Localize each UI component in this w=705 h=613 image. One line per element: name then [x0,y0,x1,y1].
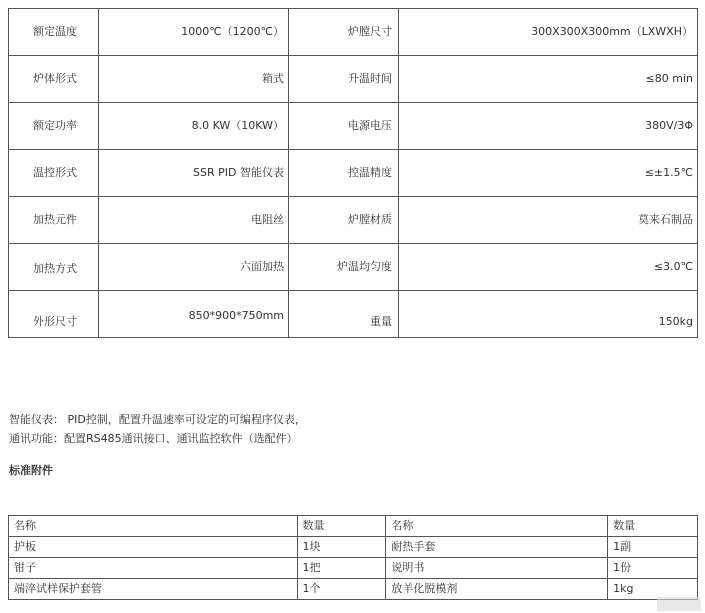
header-qty: 数量 [297,516,386,537]
spec-row [9,150,698,197]
spec-key: 炉膛材质 [289,197,399,244]
accessory-qty: 1个 [297,579,386,600]
header-name: 名称 [386,516,608,537]
accessory-qty: 1把 [297,558,386,579]
spec-table [8,8,698,338]
spec-row [9,291,698,338]
accessories-title: 标准附件 [9,464,53,477]
spec-value: 8.0 KW（10KW） [99,103,289,150]
header-qty: 数量 [608,516,698,537]
table-row [9,579,698,600]
spec-key: 炉温均匀度 [289,244,399,291]
spec-row [9,56,698,103]
spec-value: 850*900*750mm [99,291,289,338]
spec-value: 箱式 [99,56,289,103]
accessory-name: 端淬试样保护套管 [9,579,298,600]
spec-value: 1000℃（1200℃） [99,9,289,56]
spec-key: 炉膛尺寸 [289,9,399,56]
accessory-name: 护板 [9,537,298,558]
header-name: 名称 [9,516,298,537]
spec-key: 加热方式 [9,244,99,291]
note-smart-meter: 智能仪表： PID控制，配置升温速率可设定的可编程序仪表， [9,413,306,426]
spec-value: 六面加热 [99,244,289,291]
accessory-name: 放羊化脱模剂 [386,579,608,600]
spec-key: 额定温度 [9,9,99,56]
spec-key: 温控形式 [9,150,99,197]
accessory-qty: 1份 [608,558,698,579]
spec-key: 电源电压 [289,103,399,150]
spec-key: 控温精度 [289,150,399,197]
spec-value: ≤±1.5℃ [399,150,698,197]
note-communication: 通讯功能：配置RS485通讯接口、通讯监控软件（选配件） [9,432,298,445]
accessory-qty: 1副 [608,537,698,558]
table-row [9,558,698,579]
spec-key: 外形尺寸 [9,291,99,338]
spec-value: 电阻丝 [99,197,289,244]
spec-row [9,197,698,244]
spec-value: ≤3.0℃ [399,244,698,291]
table-row [9,537,698,558]
spec-key: 额定功率 [9,103,99,150]
spec-row [9,244,698,291]
spec-key: 升温时间 [289,56,399,103]
spec-key: 重量 [289,291,399,338]
accessory-qty: 1kg [608,579,698,600]
spec-value: 380V/3Φ [399,103,698,150]
notes [9,410,306,448]
watermark [657,597,701,611]
spec-value: 莫来石制品 [399,197,698,244]
accessory-name: 说明书 [386,558,608,579]
accessory-name: 钳子 [9,558,298,579]
accessory-name: 耐热手套 [386,537,608,558]
spec-row [9,103,698,150]
spec-key: 炉体形式 [9,56,99,103]
spec-value: 150kg [399,291,698,338]
spec-value: ≤80 min [399,56,698,103]
spec-value: SSR PID 智能仪表 [99,150,289,197]
accessory-qty: 1块 [297,537,386,558]
accessories-table [8,515,698,600]
spec-row [9,9,698,56]
accessories-header-row [9,516,698,537]
spec-key: 加热元件 [9,197,99,244]
spec-value: 300X300X300mm（LXWXH） [399,9,698,56]
